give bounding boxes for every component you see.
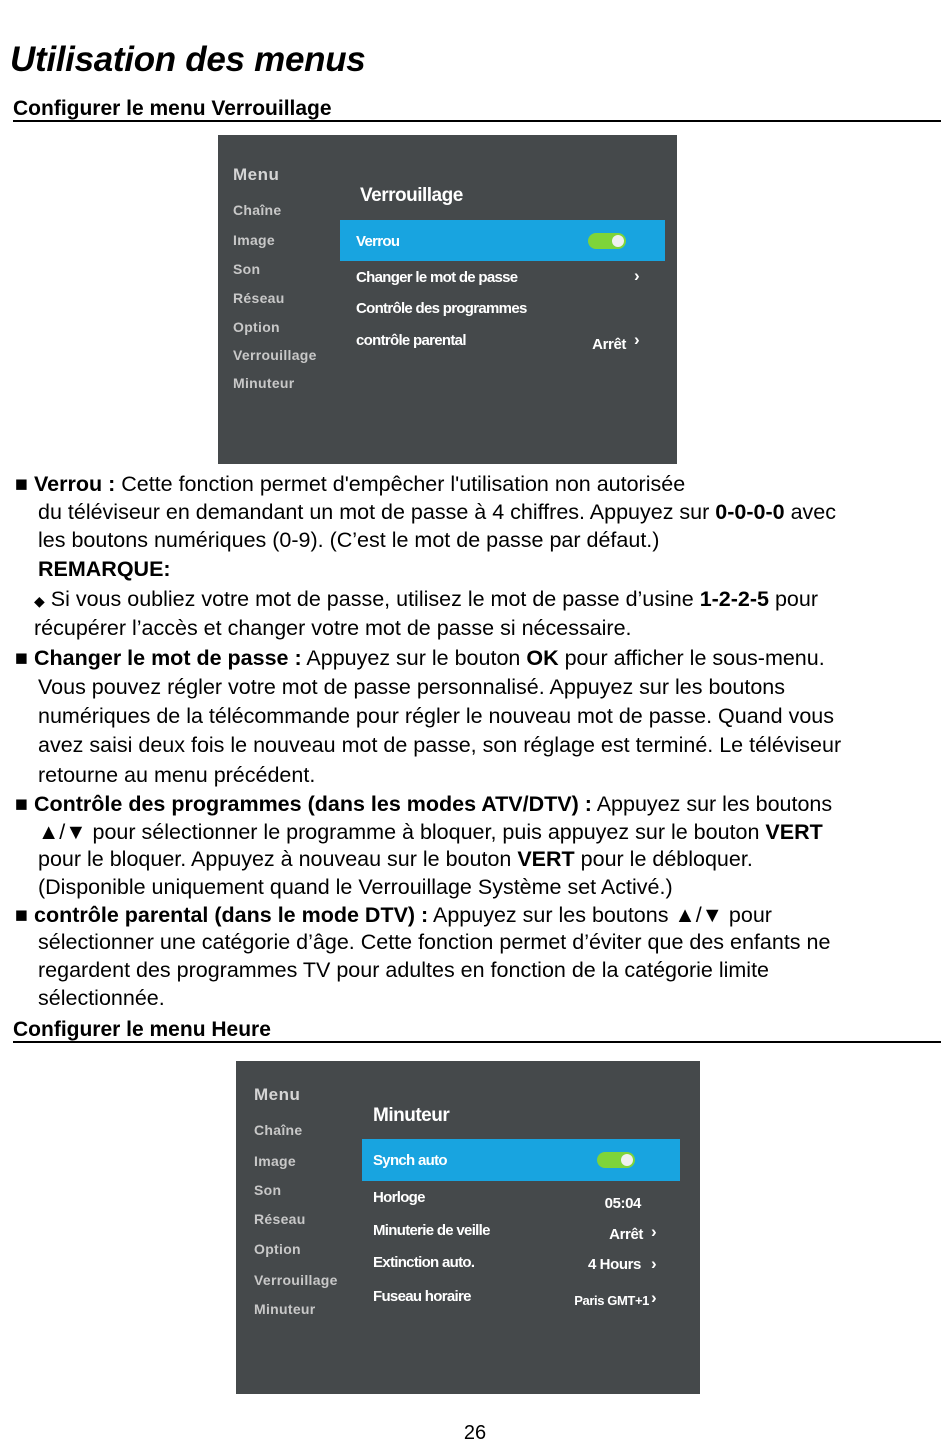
- desc-parental-line4: sélectionnée.: [38, 986, 165, 1010]
- desc-changer-line4: avez saisi deux fois le nouveau mot de passe, son réglage est terminé. Le téléviseur: [38, 733, 842, 757]
- note-text: pour: [769, 587, 819, 611]
- synch-auto-toggle[interactable]: [597, 1152, 635, 1168]
- sidebar-item-minuteur[interactable]: Minuteur: [254, 1301, 316, 1317]
- menu-item-controle-programmes[interactable]: Contrôle des programmes: [356, 300, 527, 317]
- sidebar-item-reseau[interactable]: Réseau: [254, 1211, 306, 1227]
- panel-title: Minuteur: [373, 1105, 450, 1126]
- horloge-value: 05:04: [604, 1195, 641, 1212]
- chevron-right-icon: ›: [651, 1222, 657, 1241]
- desc-controle-line4: (Disponible uniquement quand le Verrouillage Système set Activé.): [38, 875, 673, 899]
- verrou-toggle[interactable]: [588, 233, 626, 249]
- desc-text: Appuyez sur les boutons ▲/▼ pour: [428, 903, 772, 927]
- menu-row-synch-auto[interactable]: [362, 1139, 680, 1181]
- fuseau-horaire-value: Paris GMT+1: [574, 1293, 649, 1308]
- desc-controle-line2: [38, 818, 823, 846]
- controle-parental-value: Arrêt: [592, 336, 626, 353]
- term-verrou: Verrou :: [33, 472, 116, 496]
- page-title: Utilisation des menus: [10, 40, 366, 79]
- section-divider: [13, 1041, 941, 1043]
- desc-text: pour le bloquer. Appuyez à nouveau sur le bouton: [38, 847, 518, 871]
- page-number: 26: [463, 1422, 487, 1444]
- desc-parental-line2: sélectionner une catégorie d’âge. Cette fonction permet d’éviter que des enfants ne: [38, 930, 831, 954]
- desc-parental-line1: [15, 901, 772, 929]
- minuterie-veille-value: Arrêt: [609, 1226, 643, 1243]
- menu-item-horloge[interactable]: Horloge: [373, 1189, 425, 1206]
- note-text: Si vous oubliez votre mot de passe, utilisez le mot de passe d’usine: [44, 587, 700, 611]
- sidebar-item-verrouillage[interactable]: Verrouillage: [254, 1272, 338, 1288]
- sidebar-item-son[interactable]: Son: [254, 1182, 282, 1198]
- tv-menu-screenshot-minuteur: [236, 1061, 700, 1394]
- bullet-square: ■: [15, 903, 28, 927]
- desc-verrou-line3: les boutons numériques (0-9). (C’est le mot de passe par défaut.): [38, 528, 660, 552]
- sidebar-item-chaine[interactable]: Chaîne: [233, 202, 282, 218]
- desc-controle-line3: [38, 845, 753, 873]
- note-line1: [34, 585, 818, 615]
- bullet-square: ■: [15, 472, 28, 496]
- desc-changer-line1: [15, 644, 825, 672]
- menu-item-extinction-auto[interactable]: Extinction auto.: [373, 1254, 475, 1271]
- sidebar-item-verrouillage[interactable]: Verrouillage: [233, 347, 317, 363]
- desc-text: pour le débloquer.: [574, 847, 753, 871]
- chevron-right-icon: ›: [634, 266, 640, 285]
- panel-title: Verrouillage: [360, 185, 463, 206]
- desc-text: Cette fonction permet d'empêcher l'utilisation non autorisée: [115, 472, 686, 496]
- chevron-right-icon: ›: [651, 1288, 657, 1307]
- term-parental: contrôle parental (dans le mode DTV) :: [33, 903, 429, 927]
- menu-item-changer-mot-de-passe[interactable]: Changer le mot de passe: [356, 269, 518, 286]
- note-label: [38, 555, 171, 583]
- menu-item-label: Synch auto: [373, 1152, 447, 1169]
- desc-text: Appuyez sur les boutons: [591, 792, 833, 816]
- desc-text: ▲/▼ pour sélectionner le programme à bloquer, puis appuyez sur le bouton: [38, 820, 766, 844]
- sidebar-item-minuteur[interactable]: Minuteur: [233, 375, 295, 391]
- desc-changer-line3: numériques de la télécommande pour régler le nouveau mot de passe. Quand vous: [38, 704, 834, 728]
- sidebar-item-son[interactable]: Son: [233, 261, 261, 277]
- term-controle: Contrôle des programmes (dans les modes ATV/DTV) :: [33, 792, 592, 816]
- chevron-right-icon: ›: [634, 330, 640, 349]
- menu-item-fuseau-horaire[interactable]: Fuseau horaire: [373, 1288, 471, 1305]
- sidebar-menu-heading: Menu: [233, 165, 280, 184]
- sidebar-menu-heading: Menu: [254, 1085, 301, 1104]
- vert-button-ref: VERT: [765, 820, 823, 844]
- factory-code: 1-2-2-5: [699, 587, 769, 611]
- menu-item-controle-parental[interactable]: contrôle parental: [356, 332, 466, 349]
- menu-item-label: Verrou: [356, 233, 400, 250]
- menu-row-verrou[interactable]: [340, 220, 665, 261]
- section-divider: [13, 120, 941, 122]
- sidebar-item-option[interactable]: Option: [233, 319, 280, 335]
- term-changer: Changer le mot de passe :: [33, 646, 302, 670]
- chevron-right-icon: ›: [651, 1254, 657, 1273]
- tv-menu-screenshot-verrouillage: [218, 135, 677, 464]
- extinction-auto-value: 4 Hours: [587, 1256, 641, 1273]
- bullet-square: ■: [15, 792, 28, 816]
- desc-controle-line1: [15, 790, 832, 818]
- desc-text: Appuyez sur le bouton: [301, 646, 527, 670]
- ok-button-ref: OK: [526, 646, 559, 670]
- menu-item-minuterie-veille[interactable]: Minuterie de veille: [373, 1222, 490, 1239]
- desc-text: avec: [784, 500, 836, 524]
- desc-verrou-line1: [15, 470, 685, 498]
- default-code: 0-0-0-0: [715, 500, 785, 524]
- sidebar-item-chaine[interactable]: Chaîne: [254, 1122, 303, 1138]
- sidebar-item-image[interactable]: Image: [233, 232, 275, 248]
- note-label-text: REMARQUE:: [38, 557, 171, 581]
- desc-text: du téléviseur en demandant un mot de passe à 4 chiffres. Appuyez sur: [38, 500, 716, 524]
- bullet-square: ■: [15, 646, 28, 670]
- desc-text: pour afficher le sous-menu.: [558, 646, 825, 670]
- diamond-icon: ◆: [34, 593, 45, 609]
- desc-verrou-line2: [38, 498, 836, 526]
- section-heading-heure: Configurer le menu Heure: [13, 1018, 271, 1041]
- desc-parental-line3: regardent des programmes TV pour adultes en fonction de la catégorie limite: [38, 958, 770, 982]
- sidebar-item-option[interactable]: Option: [254, 1241, 301, 1257]
- note-line2: récupérer l’accès et changer votre mot de passe si nécessaire.: [34, 616, 632, 640]
- desc-changer-line5: retourne au menu précédent.: [38, 763, 316, 787]
- sidebar-item-reseau[interactable]: Réseau: [233, 290, 285, 306]
- section-heading-verrouillage: Configurer le menu Verrouillage: [13, 97, 332, 120]
- desc-changer-line2: Vous pouvez régler votre mot de passe personnalisé. Appuyez sur les boutons: [38, 675, 785, 699]
- sidebar-item-image[interactable]: Image: [254, 1153, 296, 1169]
- vert-button-ref: VERT: [517, 847, 575, 871]
